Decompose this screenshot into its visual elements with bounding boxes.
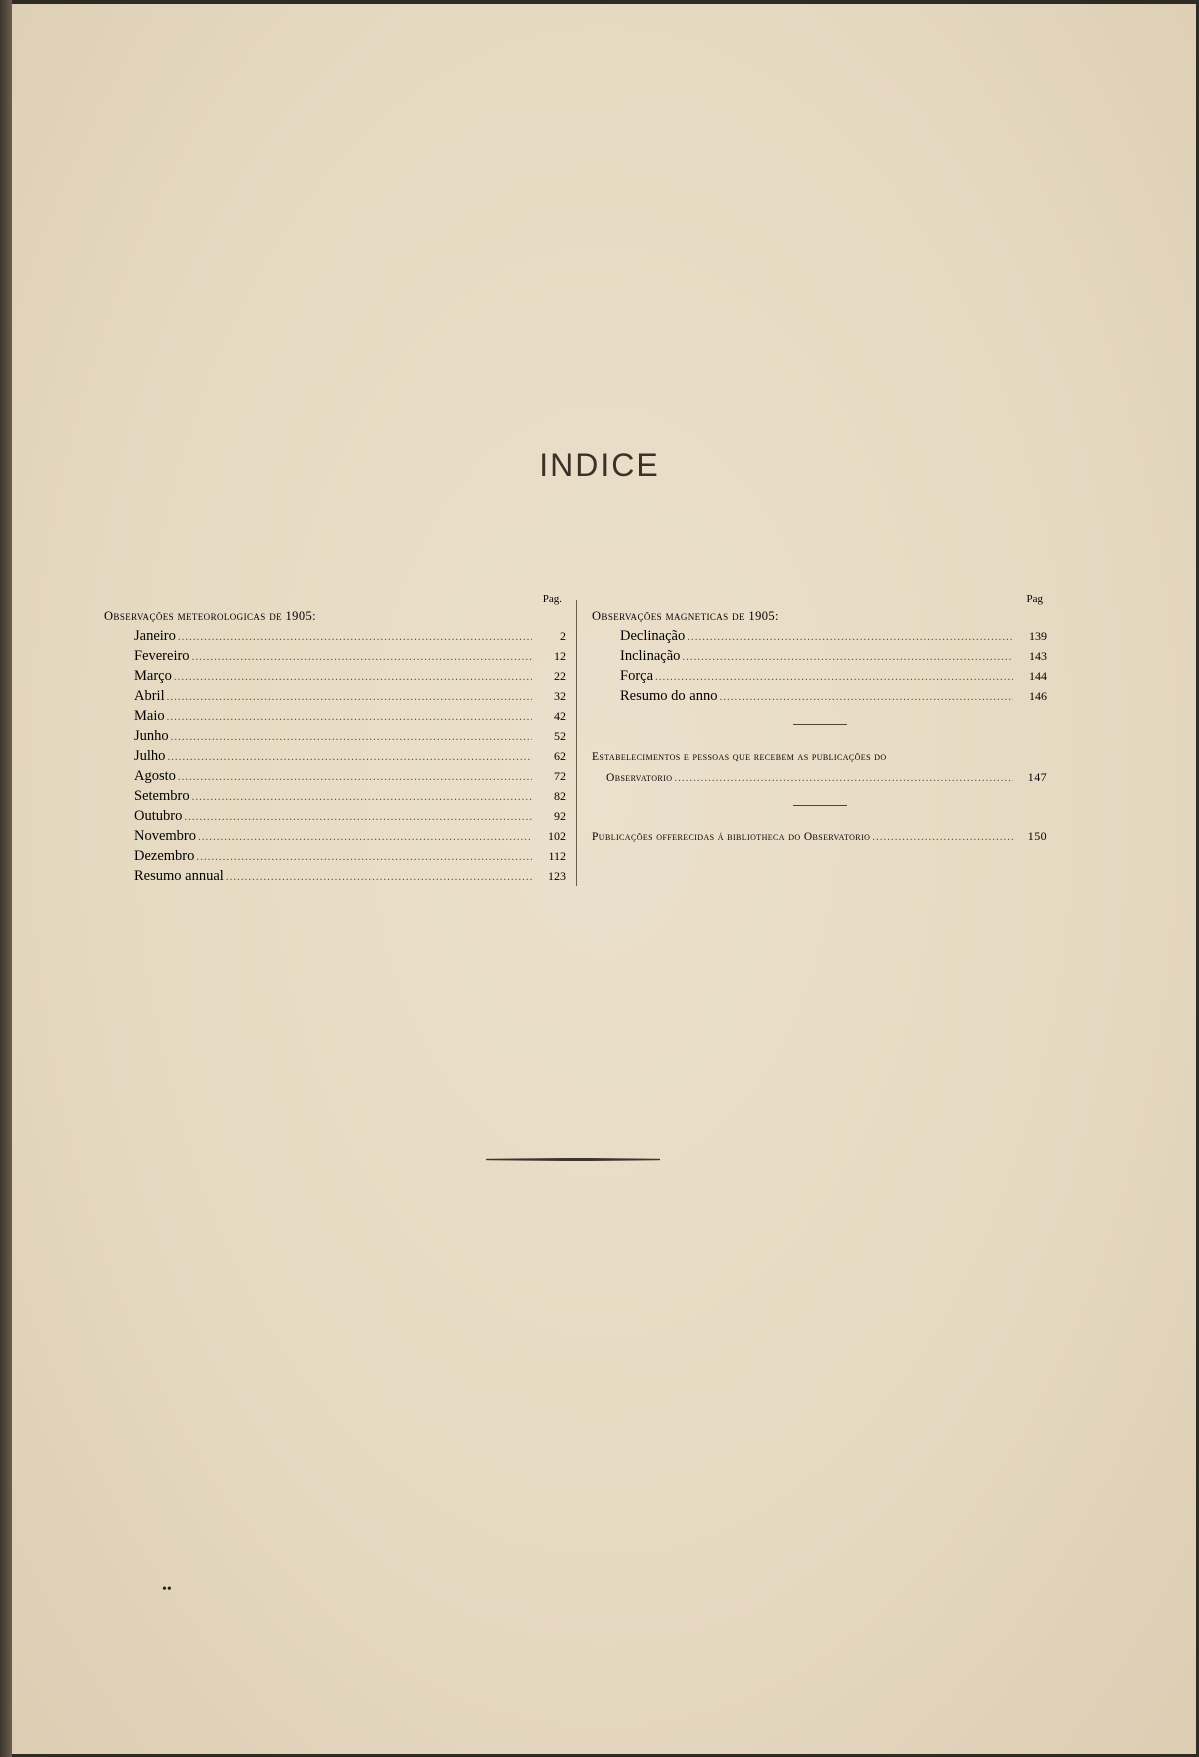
entry-label: Julho bbox=[134, 748, 166, 764]
entry-page-number: 112 bbox=[548, 849, 566, 863]
dot-leader bbox=[682, 647, 1013, 667]
pag-column-label: Pag. bbox=[542, 593, 562, 605]
entry-label: Inclinação bbox=[620, 648, 681, 664]
index-entry-marco bbox=[104, 666, 566, 686]
decorative-end-rule bbox=[486, 1158, 660, 1161]
entry-label: Observatorio bbox=[606, 772, 673, 784]
index-entry-maio bbox=[104, 706, 566, 726]
entry-page-number: 32 bbox=[554, 689, 566, 703]
entry-label: Junho bbox=[134, 728, 169, 744]
meteorological-index-column bbox=[104, 592, 566, 886]
entry-page-number: 12 bbox=[554, 649, 566, 663]
entry-label: Publicações offerecidas á bibliotheca do Observatorio bbox=[592, 831, 871, 843]
dot-leader bbox=[184, 807, 532, 827]
entry-label: Força bbox=[620, 668, 654, 684]
entry-page-number: 62 bbox=[554, 749, 566, 763]
dot-leader bbox=[167, 707, 532, 727]
dot-leader bbox=[226, 867, 532, 887]
entry-label: Fevereiro bbox=[134, 648, 190, 664]
dot-leader bbox=[167, 747, 532, 767]
entry-label: Março bbox=[134, 668, 172, 684]
entry-page-number: 139 bbox=[1029, 629, 1047, 643]
dot-leader bbox=[167, 687, 532, 707]
index-entry-setembro bbox=[104, 786, 566, 806]
entry-label: Agosto bbox=[134, 768, 176, 784]
magnetic-section-heading: Observações magneticas de 1905: bbox=[592, 609, 779, 623]
entry-page-number: 92 bbox=[554, 809, 566, 823]
page-title: INDICE bbox=[539, 447, 660, 483]
index-entry-novembro bbox=[104, 826, 566, 846]
entry-page-number: 72 bbox=[554, 769, 566, 783]
column-divider bbox=[576, 600, 577, 886]
index-entry-abril bbox=[104, 686, 566, 706]
dot-leader bbox=[719, 687, 1013, 707]
entry-page-number: 143 bbox=[1029, 649, 1047, 663]
dot-leader bbox=[198, 827, 532, 847]
index-entry-forca bbox=[592, 666, 1047, 686]
entry-page-number: 52 bbox=[554, 729, 566, 743]
entry-page-number: 150 bbox=[1027, 829, 1047, 843]
dot-leader bbox=[196, 847, 532, 867]
entry-page-number: 102 bbox=[548, 829, 566, 843]
index-entry-julho bbox=[104, 746, 566, 766]
dot-leader bbox=[655, 667, 1013, 687]
index-entry-resumo-do-anno bbox=[592, 686, 1047, 706]
index-entry-agosto bbox=[104, 766, 566, 786]
establishments-heading: Estabelecimentos e pessoas que recebem as publicações do bbox=[592, 751, 887, 763]
entry-page-number: 147 bbox=[1027, 770, 1047, 784]
index-entry-publicacoes bbox=[592, 826, 1047, 846]
dot-leader bbox=[192, 787, 532, 807]
entry-label: Setembro bbox=[134, 788, 190, 804]
meteorological-section-heading: Observações meteorologicas de 1905: bbox=[104, 609, 317, 623]
dot-leader bbox=[674, 768, 1013, 788]
entry-label: Declinação bbox=[620, 628, 686, 644]
index-entry-inclinacao bbox=[592, 646, 1047, 666]
entry-page-number: 123 bbox=[548, 869, 566, 883]
entry-page-number: 146 bbox=[1029, 689, 1047, 703]
dot-leader bbox=[178, 767, 532, 787]
index-entry-outubro bbox=[104, 806, 566, 826]
entry-label: Resumo annual bbox=[134, 868, 224, 884]
signature-mark: •• bbox=[162, 1582, 172, 1597]
pag-column-label: Pag bbox=[1026, 593, 1043, 605]
dot-leader bbox=[178, 627, 532, 647]
entry-page-number: 144 bbox=[1029, 669, 1047, 683]
entry-label: Dezembro bbox=[134, 848, 195, 864]
index-entry-junho bbox=[104, 726, 566, 746]
entry-label: Outubro bbox=[134, 808, 183, 824]
index-entry-declinacao bbox=[592, 626, 1047, 646]
dot-leader bbox=[192, 647, 532, 667]
index-entry-dezembro bbox=[104, 846, 566, 866]
entry-label: Resumo do anno bbox=[620, 688, 718, 704]
entry-page-number: 22 bbox=[554, 669, 566, 683]
index-entry-observatorio bbox=[592, 767, 1047, 787]
magnetic-index-column bbox=[592, 592, 1047, 846]
index-entry-janeiro bbox=[104, 626, 566, 646]
index-entry-resumo-annual bbox=[104, 866, 566, 886]
entry-page-number: 42 bbox=[554, 709, 566, 723]
dot-leader bbox=[687, 627, 1013, 647]
entry-page-number: 82 bbox=[554, 789, 566, 803]
entry-page-number: 2 bbox=[560, 629, 566, 643]
dot-leader bbox=[171, 727, 532, 747]
entry-label: Janeiro bbox=[134, 628, 176, 644]
dot-leader bbox=[174, 667, 532, 687]
page-binding-edge bbox=[0, 0, 12, 1757]
index-entry-fevereiro bbox=[104, 646, 566, 666]
entry-label: Abril bbox=[134, 688, 165, 704]
entry-label: Novembro bbox=[134, 828, 197, 844]
entry-label: Maio bbox=[134, 708, 165, 724]
dot-leader bbox=[872, 827, 1013, 847]
